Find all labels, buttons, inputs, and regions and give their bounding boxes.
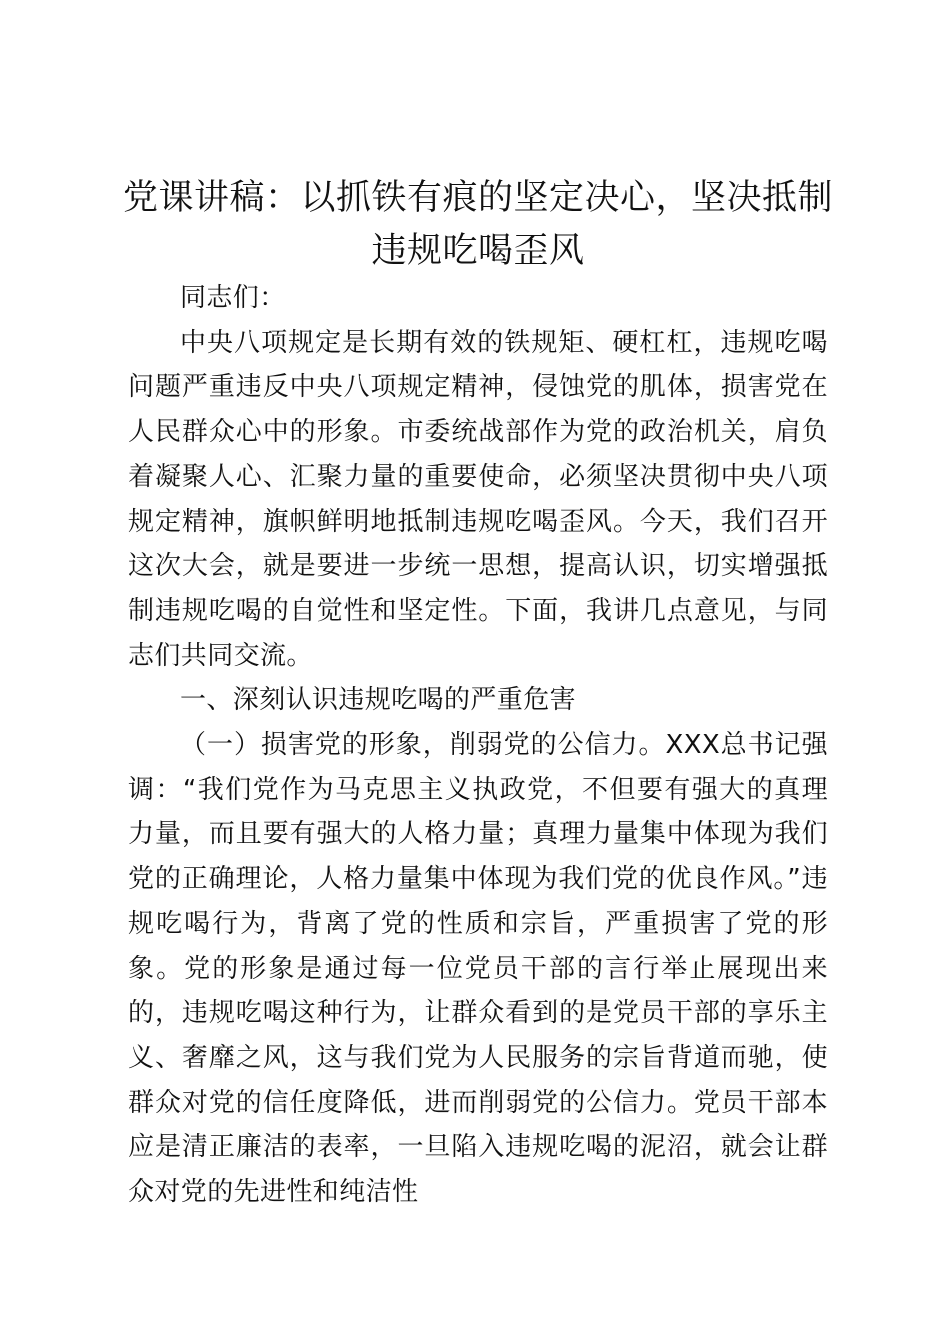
- section-heading-1: 一、深刻认识违规吃喝的严重危害: [180, 685, 577, 716]
- title-line-2: 违规吃喝歪风: [371, 231, 585, 271]
- document-title: [110, 172, 846, 278]
- document-body: [128, 276, 828, 1215]
- title-line-1: 党课讲稿：以抓铁有痕的坚定决心，坚决抵制: [122, 178, 833, 218]
- paragraph-subsection-1: （一）损害党的形象，削弱党的公信力。XXX总书记强调：“我们党作为马克思主义执政党，不但要有强大的真理力量，而且要有强大的人格力量；真理力量集中体现为我们党的正确理论，人格力量集中体现为我们党的优良作风。”违规吃喝行为，背离了党的性质和宗旨，严重损害了党的形象。党的形象是通过每一位党员干部的言行举止展现出来的，违规吃喝这种行为，让群众看到的是党员干部的享乐主义、奢靡之风，这与我们党为人民服务的宗旨背道而驰，使群众对党的信任度降低，进而削弱党的公信力。党员干部本应是清正廉洁的表率，一旦陷入违规吃喝的泥沼，就会让群众对党的先进性和纯洁性: [128, 730, 828, 1208]
- salutation: 同志们：: [180, 283, 286, 313]
- paragraph-intro: 中央八项规定是长期有效的铁规矩、硬杠杠，违规吃喝问题严重违反中央八项规定精神，侵蚀党的肌体，损害党在人民群众心中的形象。市委统战部作为党的政治机关，肩负着凝聚人心、汇聚力量的重要使命，必须坚决贯彻中央八项规定精神，旗帜鲜明地抵制违规吃喝歪风。今天，我们召开这次大会，就是要进一步统一思想，提高认识，切实增强抵制违规吃喝的自觉性和坚定性。下面，我讲几点意见，与同志们共同交流。: [128, 327, 828, 671]
